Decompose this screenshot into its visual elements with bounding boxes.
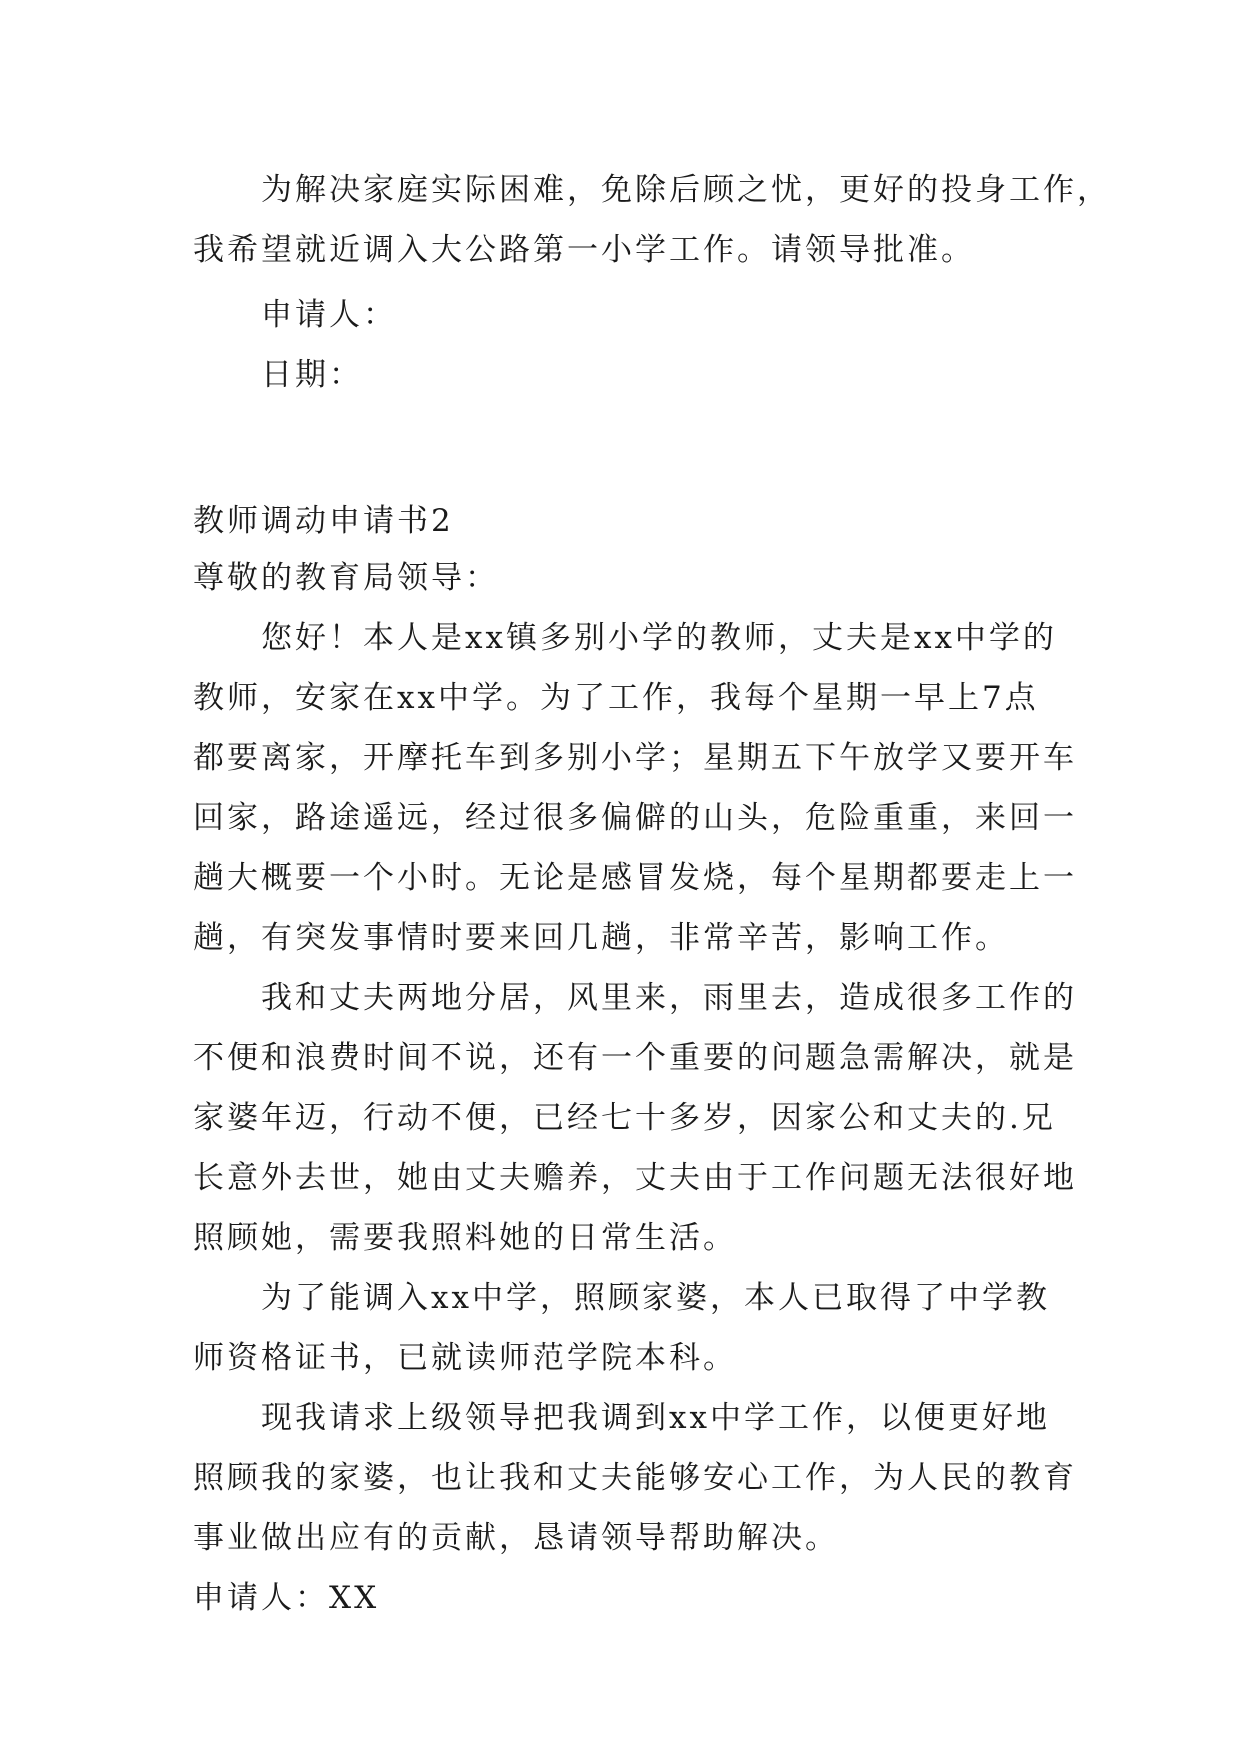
date-label: 日期： bbox=[261, 357, 363, 393]
paragraph-line: 长意外去世，她由丈夫赡养，丈夫由于工作问题无法很好地 bbox=[193, 1160, 1077, 1196]
paragraph-line: 为了能调入xx中学，照顾家婆，本人已取得了中学教 bbox=[261, 1280, 1050, 1316]
body-paragraph-2 bbox=[193, 968, 1077, 1268]
applicant-label: 申请人： bbox=[261, 297, 397, 333]
paragraph-line: 家婆年迈，行动不便，已经七十多岁，因家公和丈夫的.兄 bbox=[193, 1100, 1056, 1136]
letter-title: 教师调动申请书2 bbox=[193, 503, 454, 539]
paragraph-line: 师资格证书，已就读师范学院本科。 bbox=[193, 1340, 737, 1376]
paragraph-line: 照顾她，需要我照料她的日常生活。 bbox=[193, 1220, 737, 1256]
salutation: 尊敬的教育局领导： bbox=[193, 560, 499, 596]
paragraph-line: 事业做出应有的贡献，恳请领导帮助解决。 bbox=[193, 1520, 839, 1556]
paragraph-line: 不便和浪费时间不说，还有一个重要的问题急需解决，就是 bbox=[193, 1040, 1077, 1076]
paragraph-line: 教师，安家在xx中学。为了工作，我每个星期一早上7点 bbox=[193, 680, 1039, 716]
paragraph-line: 您好！本人是xx镇多别小学的教师，丈夫是xx中学的 bbox=[261, 620, 1057, 656]
closing-paragraph bbox=[193, 160, 1111, 280]
paragraph-line: 趟，有突发事情时要来回几趟，非常辛苦，影响工作。 bbox=[193, 920, 1009, 956]
body-paragraph-1 bbox=[193, 608, 1077, 968]
paragraph-line: 回家，路途遥远，经过很多偏僻的山头，危险重重，来回一 bbox=[193, 800, 1077, 836]
document-body bbox=[193, 160, 1111, 1628]
paragraph-line: 为解决家庭实际困难，免除后顾之忧，更好的投身工作， bbox=[261, 172, 1111, 208]
paragraph-line: 都要离家，开摩托车到多别小学；星期五下午放学又要开车 bbox=[193, 740, 1077, 776]
paragraph-line: 我希望就近调入大公路第一小学工作。请领导批准。 bbox=[193, 232, 975, 268]
paragraph-line: 照顾我的家婆，也让我和丈夫能够安心工作，为人民的教育 bbox=[193, 1460, 1077, 1496]
paragraph-line: 我和丈夫两地分居，风里来，雨里去，造成很多工作的 bbox=[261, 980, 1077, 1016]
paragraph-line: 趟大概要一个小时。无论是感冒发烧，每个星期都要走上一 bbox=[193, 860, 1077, 896]
body-paragraph-4 bbox=[193, 1388, 1077, 1568]
signature: 申请人：XX bbox=[193, 1580, 380, 1616]
body-paragraph-3 bbox=[193, 1268, 1053, 1388]
paragraph-line: 现我请求上级领导把我调到xx中学工作，以便更好地 bbox=[261, 1400, 1050, 1436]
